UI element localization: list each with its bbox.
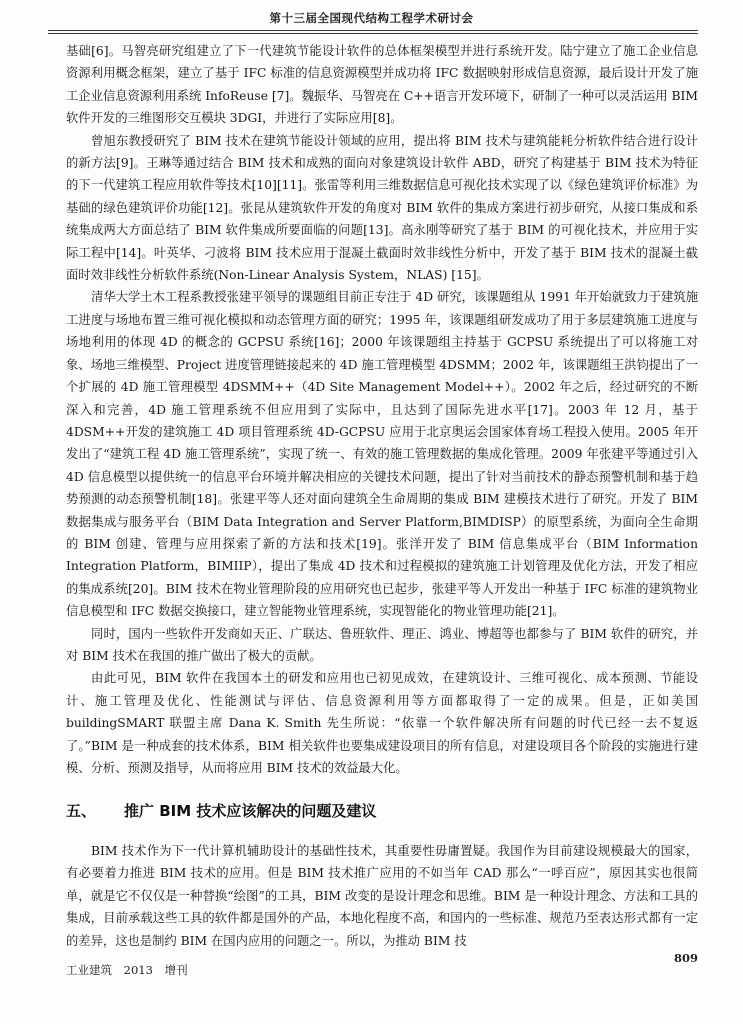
paragraph-1: 基础[6]。马智亮研究组建立了下一代建筑节能设计软件的总体框架模型并进行系统开发。陆宁建立了施工企业信息资源利用概念框架，建立了基于 IFC 标准的信息资源模型并成功将 IFC 数据映射形成信息资源，最后设计开发了施工企业信息资源利用系统 InfoReuse [7]。魏振华、马智亮在 C++语言开发环境下，研制了一种可以灵活运用 BIM 软件开发的三维图形交互模块 3DGI，并进行了实际应用[8]。 [66, 44, 698, 126]
header-rule-top [48, 30, 698, 31]
section-title: 推广 BIM 技术应该解决的问题及建议 [124, 802, 377, 820]
running-header: 第十三届全国现代结构工程学术研讨会 [269, 11, 474, 25]
paragraph-3: 清华大学土木工程系教授张建平领导的课题组目前正专注于 4D 研究，该课题组从 1991 年开始就致力于建筑施工进度与场地布置三维可视化模拟和动态管理方面的研究；1995 年，该课题组研发成功了用于多层建筑施工进度与场地利用的体现 4D 的概念的 GCPSU 系统[16]；2000 年该课题组主持基于 GCPSU 系统提出了可以将施工对象、场地三维模型、Project 进度管理链接起来的 4D 施工管理模型 4DSMM；2002 年，该课题组王洪钧提出了一个扩展的 4D 施工管理模型 4DSMM++（4D Site Management Model++）。2002 年之后，经过研究的不断深入和完善，4D 施工管理系统不但应用到了实际中，且达到了国际先进水平[17]。2003 年 12 月，基于 4DSM++开发的建筑施工 4D 项目管理系统 4D-GCPSU 应用于北京奥运会国家体育场工程投入使用。2005 年开发出了“建筑工程 4D 施工管理系统”，实现了统一、有效的施工管理数据的集成化管理。2009 年张建平等通过引入 4D 信息模型以提供统一的信息平台环境并解决相应的关键技术问题，提出了针对当前技术的静态预警机制和基于趋势预测的动态预警机制[18]。张建平等人还对面向建筑全生命周期的集成 BIM 建模技术进行了研究。开发了 BIM 数据集成与服务平台（BIM Data Integration and Server Platform,BIMDISP）的原型系统，为面向全生命期的 BIM 创建、管理与应用探索了新的方法和技术[19]。张洋开发了 BIM 信息集成平台（BIM Information Integration Platform，BIMIIP），提出了集成 4D 技术和过程模拟的建筑施工计划管理及优化方法，开发了相应的集成系统[20]。BIM 技术在物业管理阶段的应用研究也已起步，张建平等人开发出一种基于 IFC 标准的建筑物业信息模型和 IFC 数据交换接口，建立智能物业管理系统，实现智能化的物业管理功能[21]。 [66, 290, 698, 619]
section-paragraph: BIM 技术作为下一代计算机辅助设计的基础性技术，其重要性毋庸置疑。我国作为目前建设规模最大的国家，有必要着力推进 BIM 技术的应用。但是 BIM 技术推广应用的不如当年 CAD 那么“一呼百应”，原因其实也很简单，就是它不仅仅是一种替换“绘图”的工具，BIM 改变的是设计理念和思维。BIM 是一种设计理念、方法和工具的集成，目前承载这些工具的软件都是国外的产品，本地化程度不高，和国内的一些标准、规范乃至表达形式都有一定的差异，这也是制约 BIM 在国内应用的问题之一。所以，为推动 BIM 技 [66, 844, 698, 948]
paragraph-2: 曾旭东教授研究了 BIM 技术在建筑节能设计领域的应用，提出将 BIM 技术与建筑能耗分析软件结合进行设计的新方法[9]。王琳等通过结合 BIM 技术和成熟的面向对象建筑设计软件 ABD，研究了构建基于 BIM 技术为特征的下一代建筑工程应用软件等技术[10][11]。张雷等利用三维数据信息可视化技术实现了以《绿色建筑评价标准》为基础的绿色建筑评价功能[12]。张昆从建筑软件开发的角度对 BIM 软件的集成方案进行初步研究，从接口集成和系统集成两大方面总结了 BIM 软件集成所要面临的问题[13]。高永刚等研究了基于 BIM 的可视化技术，并应用于实际工程中[14]。叶英华、刁波将 BIM 技术应用于混凝土截面时效非线性分析中，开发了基于 BIM 技术的混凝土截面时效非线性分析软件系统(Non-Linear Analysis System，NLAS) [15]。 [66, 133, 698, 283]
section-heading [66, 800, 376, 821]
body-text [66, 40, 698, 779]
section-number: 五、 [66, 802, 97, 820]
paragraph-5: 由此可见，BIM 软件在我国本土的研发和应用也已初见成效，在建筑设计、三维可视化、成本预测、节能设计、施工管理及优化、性能测试与评估、信息资源利用等方面都取得了一定的成果。但是，正如美国 buildingSMART 联盟主席 Dana K. Smith 先生所说：“依靠一个软件解决所有问题的时代已经一去不复返了。”BIM 是一种成套的技术体系，BIM 相关软件也要集成建设项目的所有信息，对建设项目各个阶段的实施进行建模、分析、预测及指导，从而将应用 BIM 技术的效益最大化。 [66, 671, 698, 775]
footer-journal: 工业建筑 2013 增刊 [66, 963, 188, 977]
page-number: 809 [673, 951, 698, 965]
section-body [66, 840, 698, 952]
header-rule-bottom [48, 33, 698, 34]
paragraph-4: 同时，国内一些软件开发商如天正、广联达、鲁班软件、理正、鸿业、博超等也都参与了 BIM 软件的研究，并对 BIM 技术在我国的推广做出了极大的贡献。 [66, 626, 698, 663]
